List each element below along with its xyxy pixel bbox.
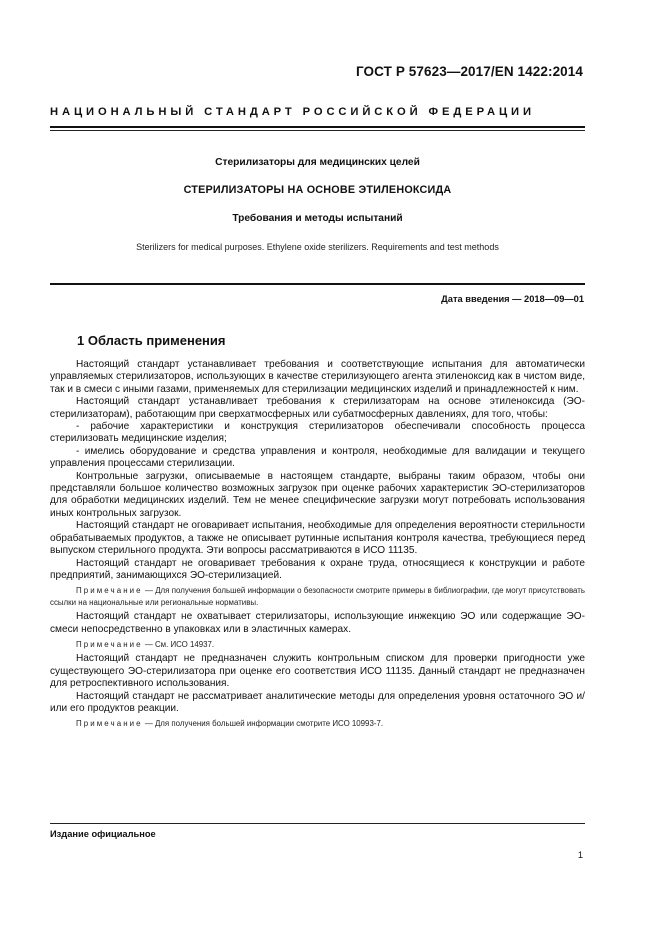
paragraph: Контрольные загрузки, описываемые в настоящем стандарте, выбраны таким образом, чтобы они представляли большое количество возможных загрузок при оценке рабочих характеристик ЭО-стерилизаторов для обработки медицинских изделий. Тем не менее специфические загрузки могут потребовать использования иных контрольных загрузок. — [50, 470, 585, 519]
note-label: Примечание — [76, 639, 143, 649]
national-standard-heading: НАЦИОНАЛЬНЫЙ СТАНДАРТ РОССИЙСКОЙ ФЕДЕРАЦИИ — [50, 106, 535, 118]
note-text: — Для получения большей информации смотрите ИСО 10993-7. — [142, 719, 384, 729]
edition-label: Издание официальное — [50, 829, 156, 839]
section-body — [50, 359, 585, 730]
section-title: 1 Область применения — [77, 333, 226, 348]
paragraph: Настоящий стандарт не оговаривает испытания, необходимые для определения вероятности стерильности обрабатываемых продуктов, а также не описывает рутинные испытания контроля качества, требующиеся перед выпуском стерильного продукта. Эти вопросы рассматриваются в ИСО 11135. — [50, 520, 585, 557]
list-item: - рабочие характеристики и конструкция стерилизаторов обеспечивали способность процесса стерилизовать медицинские изделия; — [50, 421, 585, 445]
title-line-2: СТЕРИЛИЗАТОРЫ НА ОСНОВЕ ЭТИЛЕНОКСИДА — [183, 184, 452, 196]
header-rule-bottom — [50, 130, 585, 131]
paragraph: Настоящий стандарт устанавливает требования и соответствующие испытания для автоматически управляемых стерилизаторов, использующих в качестве стерилизующего агента этиленоксид как в чистом виде, так и в смеси с иными газами, применяемых для стерилизации медицинских изделий и принадлежностей к ним. — [50, 359, 585, 395]
note-text: — См. ИСО 14937. — [142, 639, 215, 649]
title-rule — [50, 283, 585, 285]
paragraph: Настоящий стандарт устанавливает требования к стерилизаторам на основе этиленоксида (ЭО-стерилизаторам), работающим при сверхатмосферных или субатмосферных давлениях, для того, чтобы: — [50, 396, 585, 420]
page-number: 1 — [577, 850, 583, 860]
header-rule-top — [50, 126, 585, 128]
note — [50, 639, 585, 650]
paragraph: Настоящий стандарт не рассматривает аналитические методы для определения уровня остаточного ЭО и/или его продуктов реакции. — [50, 690, 585, 714]
standard-code: ГОСТ Р 57623—2017/EN 1422:2014 — [355, 64, 583, 79]
note-label: Примечание — [76, 586, 143, 596]
footer-rule — [50, 823, 585, 824]
english-title: Sterilizers for medical purposes. Ethylene oxide sterilizers. Requirements and test methods — [136, 242, 499, 252]
note — [50, 718, 585, 729]
paragraph: Настоящий стандарт не охватывает стерилизаторы, использующие инжекцию ЭО или содержащие ЭО-смеси непосредственно в упаковках или в эластичных камерах. — [50, 611, 585, 635]
title-line-1: Стерилизаторы для медицинских целей — [215, 157, 420, 168]
paragraph: Настоящий стандарт не оговаривает требования к охране труда, относящиеся к конструкции и работе предприятий, занимающихся ЭО-стерилизацией. — [50, 557, 585, 581]
title-line-3: Требования и методы испытаний — [232, 213, 403, 224]
introduction-date: Дата введения — 2018—09—01 — [441, 294, 584, 304]
note-label: Примечание — [76, 719, 143, 729]
note-text: — Для получения большей информации о безопасности смотрите примеры в библиографии, где могут присутствовать ссылки на национальные или региональные нормативы. — [50, 586, 585, 607]
paragraph: Настоящий стандарт не предназначен служить контрольным списком для проверки пригодности уже существующего ЭО-стерилизатора при оценке его соответствия ИСО 11135. Данный стандарт не предназначен для ретроспективного использования. — [50, 653, 585, 690]
list-item: - имелись оборудование и средства управления и контроля, необходимые для валидации и текущего управления процессами стерилизации. — [50, 445, 585, 470]
note — [50, 585, 585, 608]
